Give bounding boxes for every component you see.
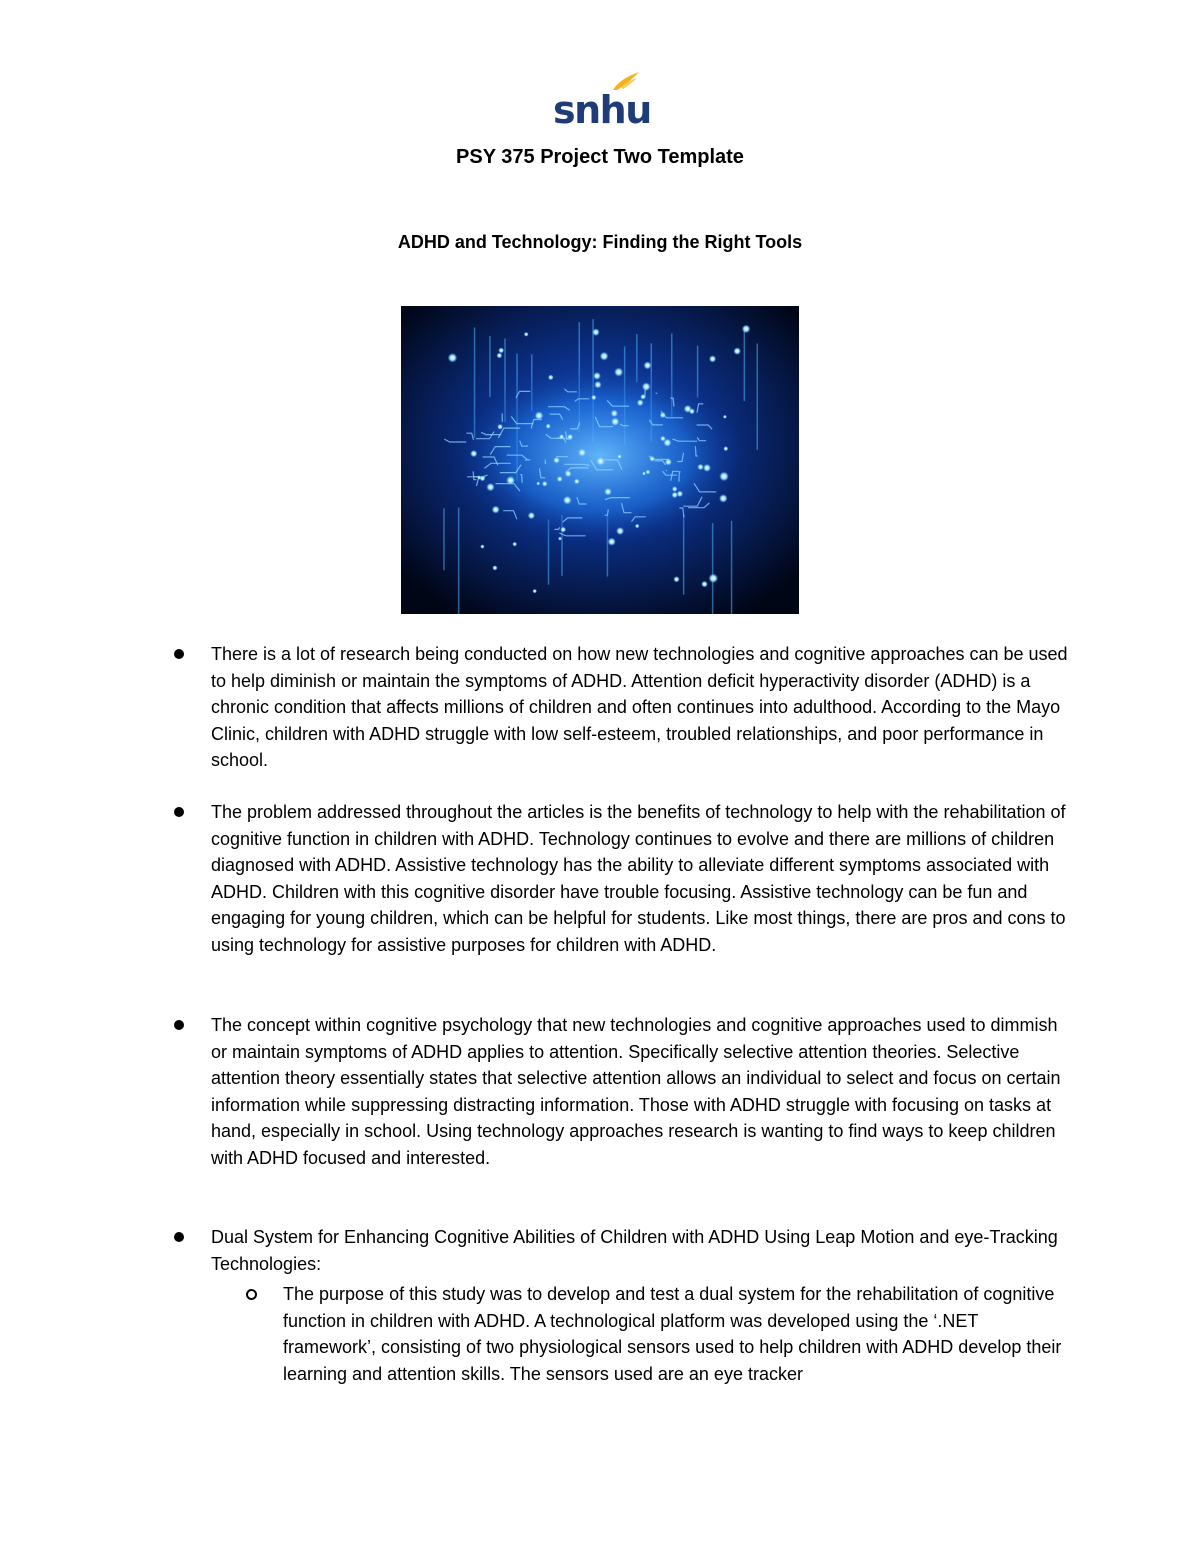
glow-node (616, 527, 624, 535)
glow-node (643, 361, 651, 369)
glow-node (574, 478, 580, 484)
glow-node (548, 375, 554, 381)
glow-node (604, 488, 612, 496)
snhu-logo (553, 70, 651, 134)
glow-node (635, 524, 640, 529)
glow-node (546, 424, 551, 429)
glow-node (672, 486, 678, 492)
bullet-paragraph-2: The problem addressed throughout the articles is the benefits of technology to help with the rehabilitation of cognitive function in children with ADHD. Technology continues to evolve and there are millions of children diagnosed with ADHD. Assistive technology has the ability to alleviate different symptoms associated with ADHD. Children with this cognitive disorder have trouble focusing. Assistive technology can be fun and engaging for young children, which can be helpful for students. Like most things, there are pros and cons to using technology for assistive purposes for children with ADHD. (211, 802, 1066, 955)
glow-node (708, 573, 718, 583)
circuit-brain-illustration-icon (401, 306, 799, 614)
glow-node (637, 399, 644, 406)
glow-node (470, 450, 477, 457)
glow-node (642, 472, 646, 476)
glow-node (480, 544, 484, 548)
glow-node (723, 446, 728, 451)
glow-node (733, 347, 741, 355)
bullet-marker (174, 1020, 184, 1030)
glow-node (524, 332, 529, 337)
glow-node (671, 492, 678, 499)
glow-node (532, 589, 537, 594)
glow-node (600, 352, 609, 361)
glow-node (536, 482, 540, 486)
bullet-paragraph-1: There is a lot of research being conducted on how new technologies and cognitive approaches can be used to help diminish or maintain the symptoms of ADHD. Attention deficit hyperactivity disorder (ADHD) is a chronic condition that affects millions of children and often continues into adulthood. According to the Mayo Clinic, children with ADHD struggle with low self-esteem, troubled relationships, and poor performance in school. (211, 644, 1068, 771)
glow-node (492, 506, 500, 514)
glow-node (719, 471, 729, 481)
glow-node (448, 353, 458, 363)
glow-node (665, 458, 672, 465)
glow-node (673, 576, 679, 582)
glow-node (528, 512, 535, 519)
glow-node (709, 355, 716, 362)
logo-wordmark: snhu (553, 88, 651, 132)
glow-node (512, 542, 517, 547)
glow-node (542, 481, 548, 487)
glow-node (558, 537, 562, 541)
glow-node (591, 395, 597, 401)
glow-node (663, 439, 671, 447)
glow-node (684, 405, 692, 413)
glow-node (596, 456, 606, 466)
glow-node (719, 494, 728, 503)
page-title: PSY 375 Project Two Template (456, 146, 744, 168)
glow-node (486, 483, 495, 492)
glow-node (617, 454, 622, 459)
glow-node (642, 382, 651, 391)
glow-node (614, 367, 623, 376)
sub-bullet-paragraph-1: The purpose of this study was to develop and test a dual system for the rehabilitation of cognitive function in children with ADHD. A technological platform was developed using the ‘.NET framework’, consisting of two physiological sensors used to help children with ADHD develop their learning and attention skills. The sensors used are an eye tracker (283, 1284, 1062, 1384)
circuit-brain-image (401, 306, 799, 614)
glow-node (496, 353, 502, 359)
glow-node (608, 538, 616, 546)
bullet-marker (174, 1232, 184, 1242)
circuit-trace (656, 393, 658, 394)
glow-node (697, 464, 704, 471)
glow-node (492, 565, 497, 570)
glow-node (660, 412, 666, 418)
bullet-paragraph-4: Dual System for Enhancing Cognitive Abilities of Children with ADHD Using Leap Motion and eye-Tracking Technologies: (211, 1227, 1058, 1274)
bullet-paragraph-3: The concept within cognitive psychology that new technologies and cognitive approaches used to dimmish or maintain symptoms of ADHD applies to attention. Specifically selective attention theories. Selective attention theory essentially states that selective attention allows an individual to select and focus on certain information while suppressing distracting information. Those with ADHD struggle with focusing on tasks at hand, especially in school. Using technology approaches research is wanting to find ways to keep children with ADHD focused and interested. (211, 1015, 1061, 1168)
glow-node (611, 410, 619, 418)
glow-node (560, 527, 566, 533)
glow-node (703, 464, 711, 472)
glow-node (723, 415, 727, 419)
glow-node (742, 325, 751, 334)
glow-node (498, 347, 504, 353)
glow-node (611, 417, 620, 426)
glow-node (497, 424, 503, 430)
glow-node (578, 448, 587, 457)
glow-node (567, 434, 574, 441)
glow-node (701, 581, 708, 588)
bullet-marker (174, 807, 184, 817)
glow-node (649, 456, 655, 462)
glow-node (646, 470, 651, 475)
glow-node (480, 475, 486, 481)
glow-node (559, 434, 565, 440)
glow-node (553, 457, 560, 464)
glow-node (506, 476, 515, 485)
glow-node (592, 328, 600, 336)
glow-node (535, 411, 544, 420)
glow-node (640, 394, 646, 400)
sub-bullet-marker (246, 1289, 257, 1300)
glow-node (594, 381, 602, 389)
glow-node (565, 470, 572, 477)
glow-node (593, 372, 601, 380)
glow-node (557, 476, 563, 482)
page-subtitle: ADHD and Technology: Finding the Right Tools (397, 232, 803, 252)
glow-node (563, 496, 572, 505)
bullet-marker (174, 649, 184, 659)
